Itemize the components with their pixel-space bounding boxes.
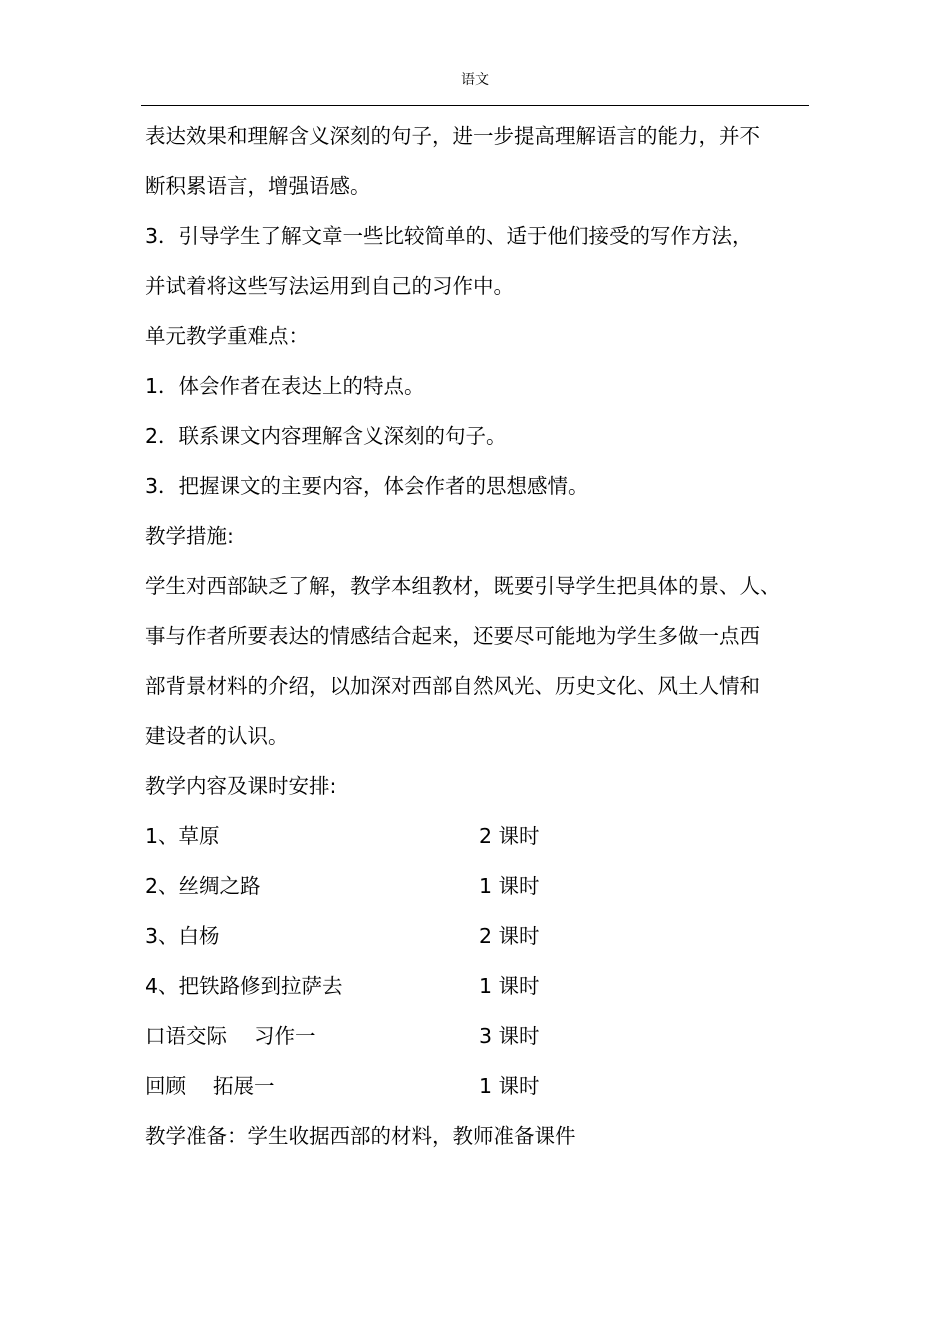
section-heading-schedule: 教学内容及课时安排: xyxy=(145,774,337,798)
schedule-row xyxy=(145,1011,810,1061)
schedule-row xyxy=(145,811,810,861)
measures-paragraph-line: 事与作者所要表达的情感结合起来，还要尽可能地为学生多做一点西 xyxy=(145,624,760,648)
body-line: 并试着将这些写法运用到自己的习作中。 xyxy=(145,274,514,298)
key-point-1: 1．体会作者在表达上的特点。 xyxy=(145,374,425,398)
key-point-2: 2．联系课文内容理解含义深刻的句子。 xyxy=(145,424,507,448)
preparation-line: 教学准备：学生收据西部的材料，教师准备课件 xyxy=(145,1124,576,1148)
schedule-row xyxy=(145,911,810,961)
schedule-hours: 1 课时 xyxy=(479,974,540,998)
section-heading-key-points: 单元教学重难点： xyxy=(145,324,309,348)
measures-paragraph-line: 部背景材料的介绍，以加深对西部自然风光、历史文化、风土人情和 xyxy=(145,674,760,698)
measures-paragraph-line: 建设者的认识。 xyxy=(145,724,289,748)
document-body xyxy=(145,111,810,1161)
schedule-hours: 1 课时 xyxy=(479,874,540,898)
schedule-item: 回顾 拓展一 xyxy=(145,1074,275,1098)
body-line: 断积累语言，增强语感。 xyxy=(145,174,371,198)
schedule-item: 3、白杨 xyxy=(145,924,220,948)
schedule-row xyxy=(145,861,810,911)
section-heading-measures: 教学措施: xyxy=(145,524,234,548)
body-line: 表达效果和理解含义深刻的句子，进一步提高理解语言的能力，并不 xyxy=(145,124,760,148)
schedule-hours: 2 课时 xyxy=(479,824,540,848)
schedule-table xyxy=(145,811,810,1111)
schedule-row xyxy=(145,1061,810,1111)
header-divider xyxy=(141,105,809,106)
schedule-item: 2、丝绸之路 xyxy=(145,874,261,898)
key-point-3: 3．把握课文的主要内容，体会作者的思想感情。 xyxy=(145,474,589,498)
schedule-hours: 2 课时 xyxy=(479,924,540,948)
schedule-item: 1、草原 xyxy=(145,824,220,848)
page-header-title: 语文 xyxy=(461,72,489,88)
objective-3: 3．引导学生了解文章一些比较简单的、适于他们接受的写作方法， xyxy=(145,224,753,248)
schedule-item: 4、把铁路修到拉萨去 xyxy=(145,974,343,998)
schedule-hours: 3 课时 xyxy=(479,1024,540,1048)
schedule-item: 口语交际 习作一 xyxy=(145,1024,316,1048)
measures-paragraph-line: 学生对西部缺乏了解，教学本组教材，既要引导学生把具体的景、人、 xyxy=(145,574,781,598)
schedule-row xyxy=(145,961,810,1011)
schedule-hours: 1 课时 xyxy=(479,1074,540,1098)
